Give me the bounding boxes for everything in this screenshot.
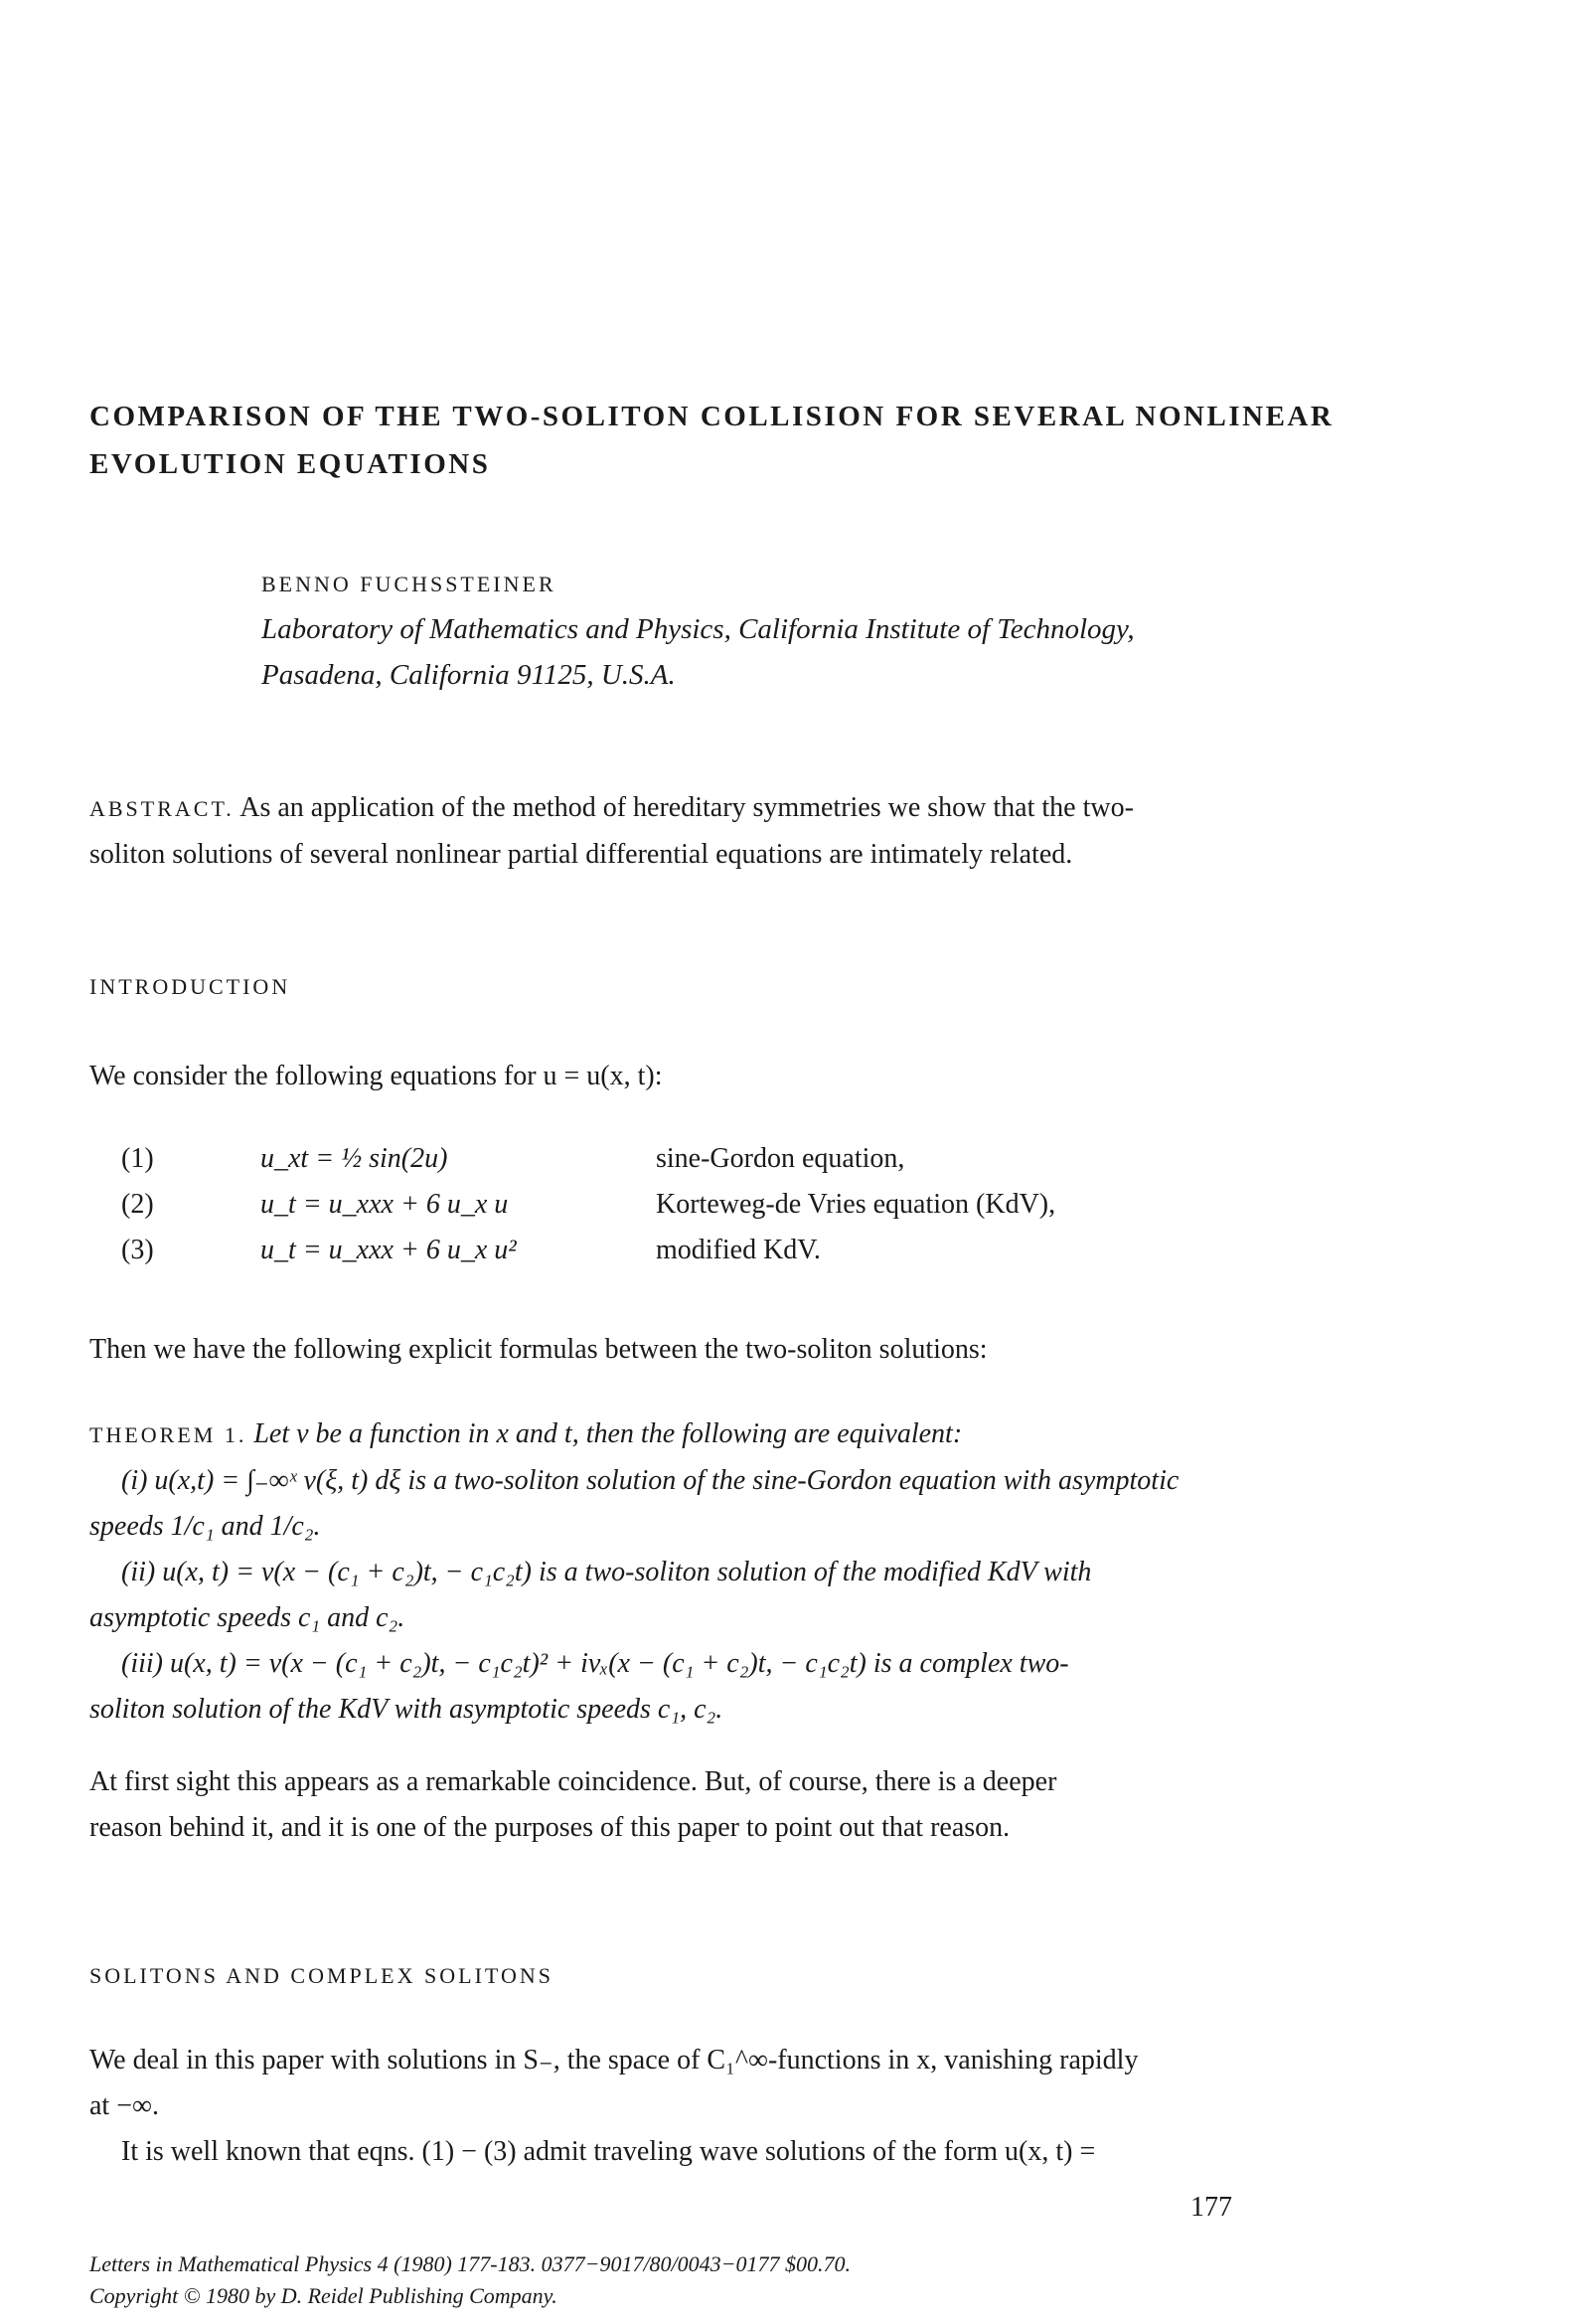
affiliation-line-1: Laboratory of Mathematics and Physics, California Institute of Technology, [261, 613, 1135, 645]
abstract-text-2: soliton solutions of several nonlinear partial differential equations are intimately related. [89, 839, 1073, 870]
section-heading-introduction: INTRODUCTION [89, 974, 291, 999]
intro-lead: We consider the following equations for u = u(x, t): [89, 1061, 663, 1091]
remark-paragraph [89, 1759, 1212, 1851]
equation-name: Korteweg-de Vries equation (KdV), [656, 1189, 1056, 1220]
remark-line-2: reason behind it, and it is one of the purposes of this paper to point out that reason. [89, 1812, 1011, 1843]
footer-copyright: Copyright © 1980 by D. Reidel Publishing Company. [89, 2283, 557, 2308]
author-affiliation [261, 606, 1255, 698]
abstract-text-1: As an application of the method of hereditary symmetries we show that the two- [239, 792, 1134, 823]
equation-number: (2) [121, 1189, 154, 1220]
theorem-item-2-line-2: asymptotic speeds c₁ and c₂. [89, 1602, 405, 1633]
theorem-statement: Let v be a function in x and t, then the following are equivalent: [253, 1418, 963, 1449]
journal-footer [89, 2248, 1282, 2312]
equation-name: sine-Gordon equation, [656, 1143, 905, 1174]
page-number: 177 [1190, 2192, 1232, 2223]
title-line-1: COMPARISON OF THE TWO-SOLITON COLLISION FOR SEVERAL NONLINEAR [89, 401, 1335, 432]
equation-formula: u_xt = ½ sin(2u) [260, 1143, 448, 1174]
theorem-label: THEOREM 1. [89, 1422, 247, 1447]
theorem-item-3-line-1: (iii) u(x, t) = v(x − (c₁ + c₂)t, − c₁c₂t)² + ivₓ(x − (c₁ + c₂)t, − c₁c₂t) is a complex two- [121, 1648, 1069, 1679]
equation-formula: u_t = u_xxx + 6 u_x u² [260, 1235, 517, 1265]
title-line-2: EVOLUTION EQUATIONS [89, 448, 491, 480]
footer-citation: Letters in Mathematical Physics 4 (1980) 177-183. 0377−9017/80/0043−0177 $00.70. [89, 2251, 852, 2276]
paper-title [89, 393, 1381, 488]
author-name: BENNO FUCHSSTEINER [261, 572, 556, 596]
equation-number: (1) [121, 1143, 154, 1174]
section2-paragraph-1 [89, 2038, 1212, 2175]
equation-number: (3) [121, 1235, 154, 1265]
theorem-item-1-line-1: (i) u(x,t) = ∫₋∞ˣ v(ξ, t) dξ is a two-soliton solution of the sine-Gordon equation with asymptotic [121, 1465, 1180, 1496]
section2-p1-line-2: at −∞. [89, 2090, 159, 2121]
equation-row [121, 1143, 1115, 1183]
abstract [89, 785, 1212, 878]
equation-row [121, 1189, 1115, 1229]
section-heading-solitons: SOLITONS AND COMPLEX SOLITONS [89, 1963, 553, 1988]
equation-name: modified KdV. [656, 1235, 821, 1265]
remark-line-1: At first sight this appears as a remarkable coincidence. But, of course, there is a deeper [89, 1766, 1057, 1797]
section2-p1-line-1: We deal in this paper with solutions in S₋, the space of C₁^∞-functions in x, vanishing rapidly [89, 2045, 1139, 2075]
equation-row [121, 1235, 1115, 1274]
theorem-item-2-line-1: (ii) u(x, t) = v(x − (c₁ + c₂)t, − c₁c₂t) is a two-soliton solution of the modified KdV with [121, 1557, 1092, 1587]
abstract-label: ABSTRACT. [89, 796, 235, 821]
section2-p2-line-1: It is well known that eqns. (1) − (3) admit traveling wave solutions of the form u(x, t) = [121, 2136, 1096, 2167]
affiliation-line-2: Pasadena, California 91125, U.S.A. [261, 659, 676, 691]
after-equations-text: Then we have the following explicit formulas between the two-soliton solutions: [89, 1334, 988, 1365]
theorem-item-3-line-2: soliton solution of the KdV with asymptotic speeds c₁, c₂. [89, 1694, 723, 1725]
theorem-1 [89, 1411, 1222, 1733]
theorem-item-1-line-2: speeds 1/c₁ and 1/c₂. [89, 1511, 321, 1542]
equation-formula: u_t = u_xxx + 6 u_x u [260, 1189, 509, 1220]
